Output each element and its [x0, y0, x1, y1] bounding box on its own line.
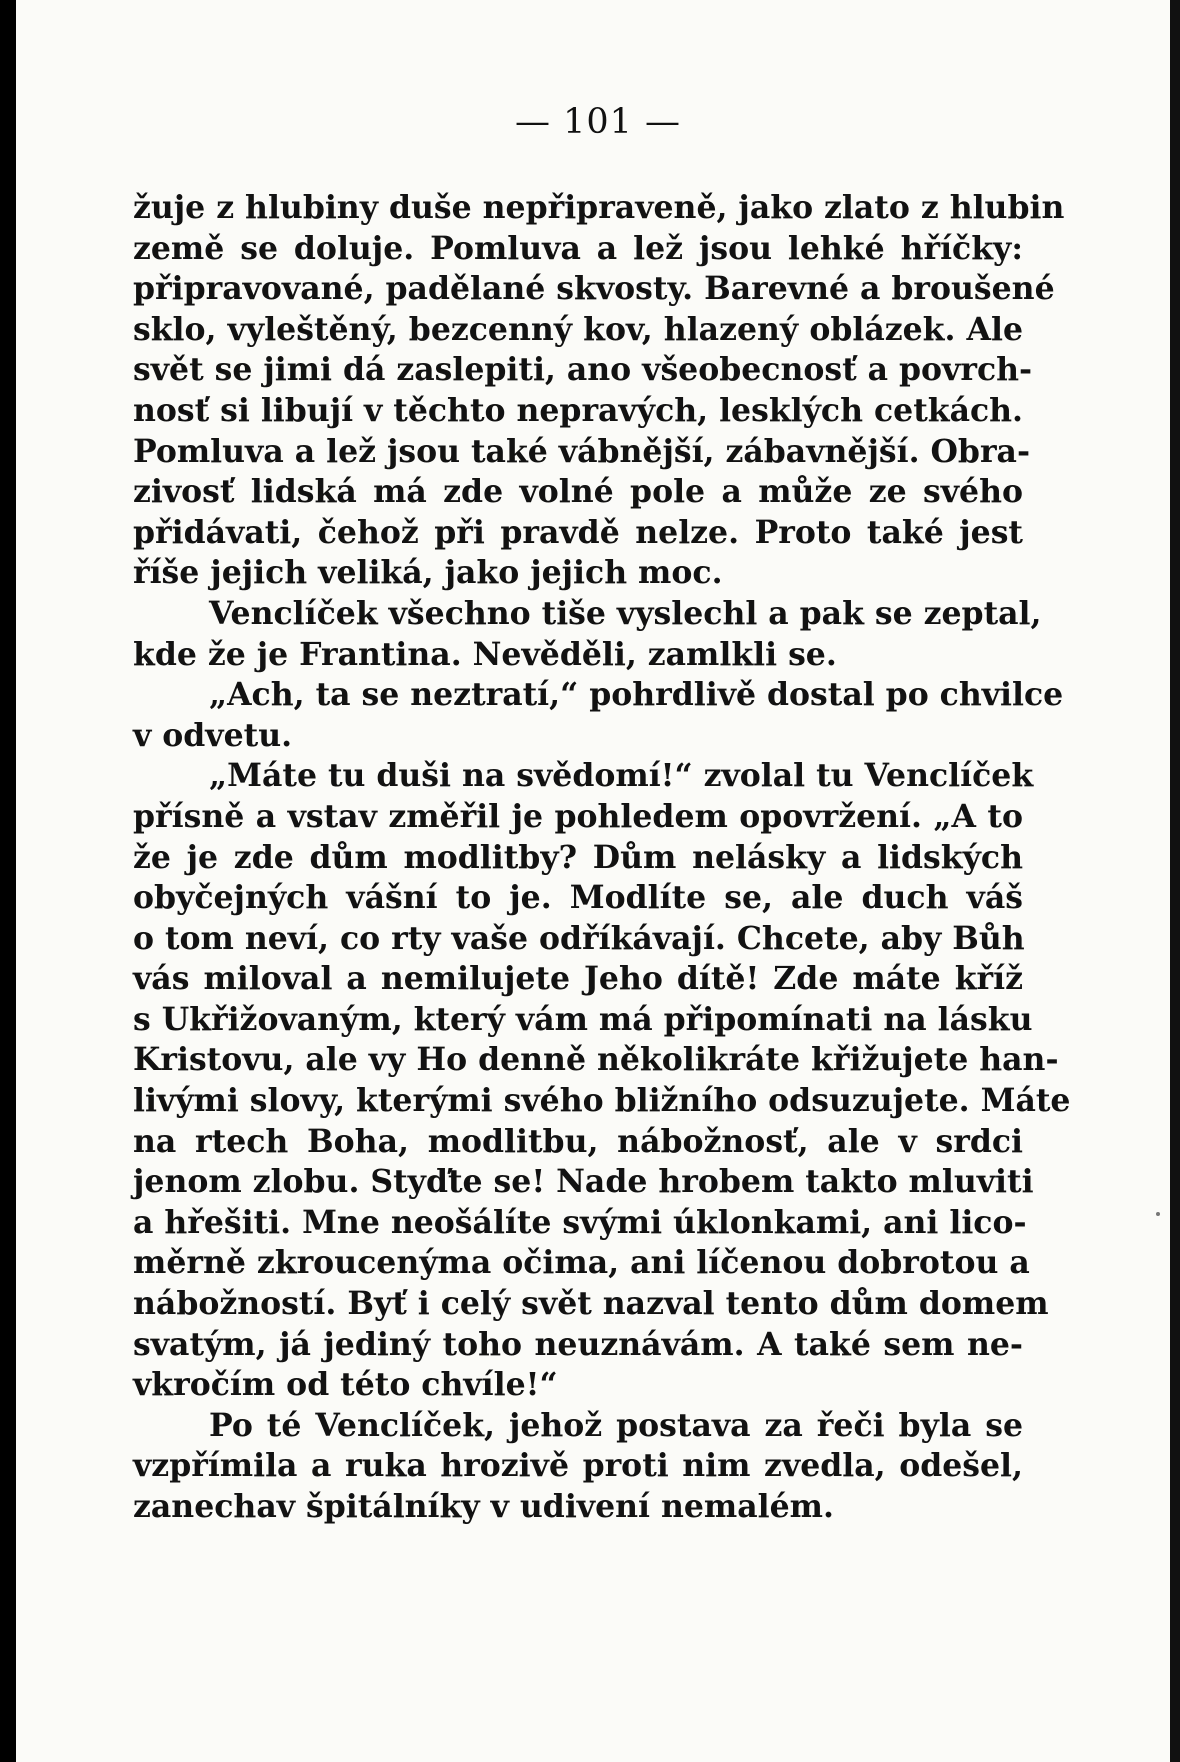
text-line: v odvetu.: [133, 716, 293, 754]
text-line: svět se jimi dá zaslepiti, ano všeobecnosť a povrch-: [133, 351, 1033, 389]
text-line: vkročím od této chvíle!“: [133, 1366, 558, 1404]
text-line: zanechav špitálníky v udivení nemalém.: [133, 1488, 834, 1525]
text-line: zivosť lidská má zde volné pole a může ze svého: [133, 473, 1023, 511]
text-line: žuje z hlubiny duše nepřipraveně, jako zlato z hlubin: [133, 189, 1065, 226]
text-line: říše jejich veliká, jako jejich moc.: [133, 554, 723, 592]
text-line: nábožností. Byť i celý svět nazval tento dům domem: [133, 1285, 1049, 1323]
text-line: připravované, padělané skvosty. Barevné a broušené: [133, 270, 1055, 308]
text-line: sklo, vyleštěný, bezcenný kov, hlazený oblázek. Ale: [133, 310, 1023, 348]
text-line: s Ukřižovaným, který vám má připomínati na lásku: [133, 1000, 1033, 1038]
text-line: měrně zkroucenýma očima, ani líčenou dobrotou a: [133, 1244, 1030, 1282]
text-line: Venclíček všechno tiše vyslechl a pak se zeptal,: [209, 594, 1042, 632]
text-line: kde že je Frantina. Nevěděli, zamlkli se.: [133, 635, 837, 673]
text-line: „Máte tu duši na svědomí!“ zvolal tu Venclíček: [209, 757, 1034, 795]
text-line: livými slovy, kterými svého bližního odsuzujete. Máte: [133, 1082, 1071, 1120]
scan-edge: [1170, 0, 1180, 1762]
text-line: svatým, já jediný toho neuznávám. A také sem ne-: [133, 1325, 1023, 1363]
text-line: „Ach, ta se neztratí,“ pohrdlivě dostal po chvilce: [209, 676, 1064, 714]
text-line: Pomluva a lež jsou také vábnější, zábavnější. Obra-: [133, 432, 1031, 470]
text-line: že je zde dům modlitby? Dům nelásky a lidských: [133, 838, 1023, 876]
text-line: Po té Venclíček, jehož postava za řeči byla se: [209, 1406, 1023, 1444]
text-line: přidávati, čehož při pravdě nelze. Proto také jest: [133, 513, 1023, 551]
text-line: přísně a vstav změřil je pohledem opovržení. „A to: [133, 797, 1023, 835]
text-line: Kristovu, ale vy Ho denně několikráte křižujete han-: [133, 1041, 1059, 1079]
book-page: [16, 0, 1180, 1762]
body-text: [133, 188, 1071, 1528]
text-line: země se doluje. Pomluva a lež jsou lehké hříčky:: [133, 229, 1023, 267]
text-line: jenom zlobu. Styďte se! Nade hrobem takto mluviti: [133, 1163, 1034, 1201]
text-line: na rtech Boha, modlitbu, nábožnosť, ale v srdci: [133, 1122, 1023, 1160]
text-line: o tom neví, co rty vaše odříkávají. Chcete, aby Bůh: [133, 919, 1025, 957]
page-number: — 101 —: [514, 102, 682, 142]
text-line: obyčejných vášní to je. Modlíte se, ale duch váš: [133, 879, 1023, 917]
paper-speck: [1156, 1212, 1160, 1216]
text-line: vzpřímila a ruka hrozivě proti nim zvedla, odešel,: [133, 1447, 1023, 1485]
text-line: a hřešiti. Mne neošálíte svými úklonkami, ani lico-: [133, 1203, 1027, 1241]
text-line: nosť si libují v těchto nepravých, lesklých cetkách.: [133, 391, 1024, 429]
text-line: vás miloval a nemilujete Jeho dítě! Zde máte kříž: [133, 960, 1023, 998]
